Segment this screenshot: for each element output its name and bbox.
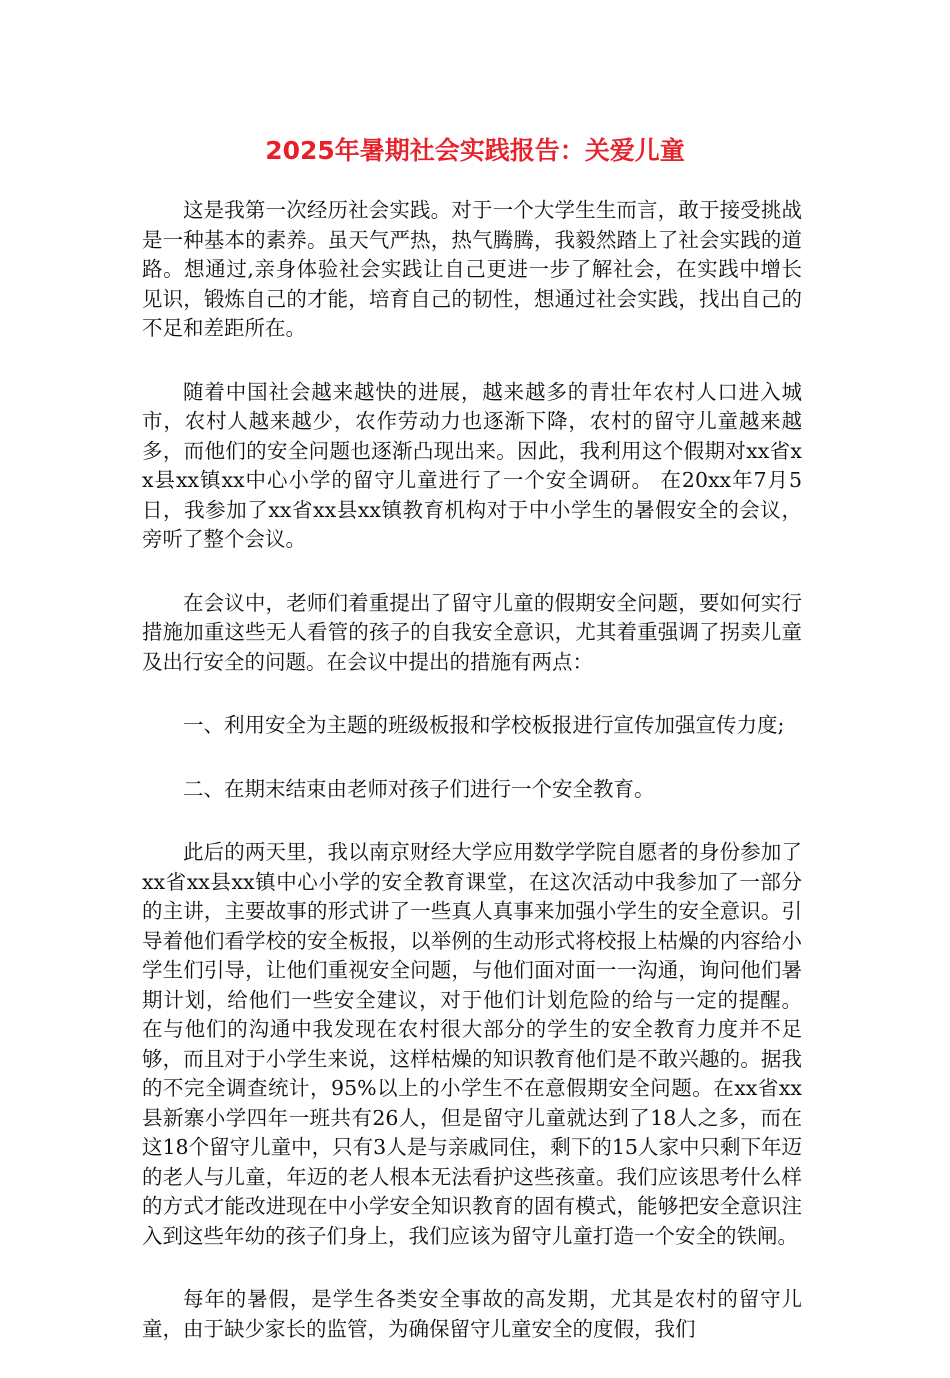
document-title: 2025年暑期社会实践报告：关爱儿童 xyxy=(265,136,685,165)
paragraph-activity: 此后的两天里，我以南京财经大学应用数学学院自愿者的身份参加了xx省xx县xx镇中心小学的安全教育课堂，在这次活动中我参加了一部分的主讲，主要故事的形式讲了一些真人真事来加强小学生的安全意识。引导着他们看学校的安全板报，以举例的生动形式将校报上枯燥的内容给小学生们引导，让他们重视安全问题，与他们面对面一一沟通，询问他们暑期计划，给他们一些安全建议，对于他们计划危险的给与一定的提醒。 在与他们的沟通中我发现在农村很大部分的学生的安全教育力度并不足够，而且对于小学生来说，这样枯燥的知识教育他们是不敢兴趣的。据我的不完全调查统计，95%以上的小学生不在意假期安全问题。在xx省xx县新寨小学四年一班共有26人，但是留守儿童就达到了18人之多，而在这18个留守儿童中，只有3人是与亲戚同住，剩下的15人家中只剩下年迈的老人与儿童，年迈的老人根本无法看护这些孩童。我们应该思考什么样的方式才能改进现在中小学安全知识教育的固有模式，能够把安全意识注入到这些年幼的孩子们身上，我们应该为留守儿童打造一个安全的铁闸。 xyxy=(142,840,802,1248)
paragraph-background: 随着中国社会越来越快的进展，越来越多的青壮年农村人口进入城市，农村人越来越少，农作劳动力也逐渐下降，农村的留守儿童越来越多，而他们的安全问题也逐渐凸现出来。因此，我利用这个假期对xx省xx县xx镇xx中心小学的留守儿童进行了一个安全调研。 在20xx年7月5日，我参加了xx省xx县xx镇教育机构对于中小学生的暑假安全的会议，旁听了整个会议。 xyxy=(142,379,802,551)
paragraph-intro: 这是我第一次经历社会实践。对于一个大学生生而言，敢于接受挑战是一种基本的素养。虽天气严热，热气腾腾，我毅然踏上了社会实践的道路。想通过,亲身体验社会实践让自己更进一步了解社会，在实践中增长见识，锻炼自己的才能，培育自己的韧性，想通过社会实践，找出自己的不足和差距所在。 xyxy=(142,198,802,340)
paragraph-meeting: 在会议中，老师们着重提出了留守儿童的假期安全问题，要如何实行措施加重这些无人看管的孩子的自我安全意识，尤其着重强调了拐卖儿童及出行安全的问题。在会议中提出的措施有两点： xyxy=(142,590,802,674)
paragraph-measure-two: 二、在期末结束由老师对孩子们进行一个安全教育。 xyxy=(183,776,655,801)
document-body xyxy=(142,196,802,1378)
paragraph-summer: 每年的暑假，是学生各类安全事故的高发期，尤其是农村的留守儿童，由于缺少家长的监管，为确保留守儿童安全的度假，我们 xyxy=(142,1287,802,1341)
paragraph-measure-one: 一、利用安全为主题的班级板报和学校板报进行宣传加强宣传力度; xyxy=(183,713,785,737)
